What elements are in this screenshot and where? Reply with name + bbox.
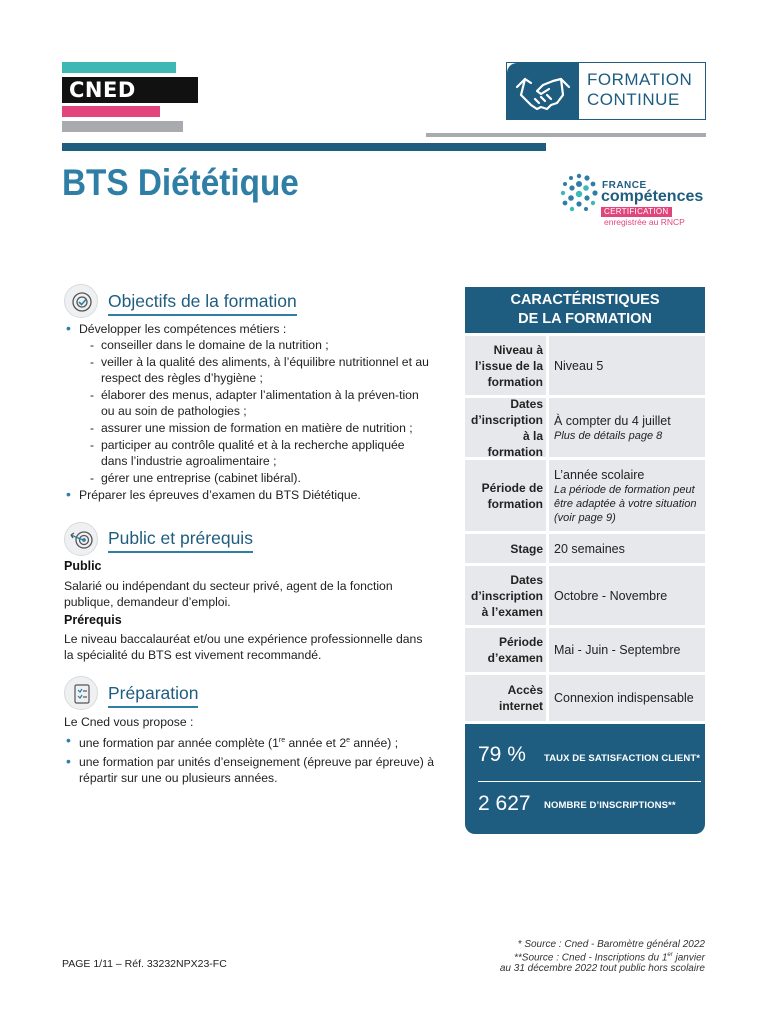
- header-grey-rule: [426, 133, 706, 137]
- char-row-periode-examen: [465, 628, 705, 672]
- char-label: Période d’examen: [487, 635, 543, 665]
- certif-france: FRANCE: [602, 180, 647, 191]
- formation-continue-badge: [506, 62, 706, 120]
- char-value: Connexion indispensable: [554, 691, 694, 705]
- inscriptions-label: NOMBRE D’INSCRIPTIONS**: [544, 800, 676, 811]
- objectifs-list: [64, 321, 434, 504]
- public-text: Salarié ou indépendant du secteur privé, agent de la fonction publique, demandeur d’emploi.: [64, 579, 393, 609]
- logo-bar-teal: [62, 62, 176, 73]
- footnote-2a: **Source : Cned - Inscriptions du 1: [513, 952, 668, 964]
- header-blue-rule: [62, 143, 546, 151]
- logo-bar-pink: [62, 106, 160, 117]
- characteristics-heading: [465, 287, 705, 333]
- char-value: Octobre - Novembre: [554, 588, 668, 603]
- public-label: Public: [64, 559, 102, 573]
- char-row-niveau: [465, 336, 705, 395]
- footnote: [500, 939, 705, 974]
- prep-item1-c: année) ;: [350, 736, 399, 751]
- checklist-icon: [64, 676, 98, 710]
- page-title: BTS Diététique: [62, 162, 299, 203]
- footnote-3: au 31 décembre 2022 tout public hors scolaire: [499, 963, 705, 975]
- target-check-icon: [64, 284, 98, 318]
- prereq-label: Prérequis: [64, 613, 122, 627]
- char-note: Plus de détails page 8: [554, 429, 663, 442]
- char-row-inscription: [465, 398, 705, 457]
- char-value: Niveau 5: [554, 358, 604, 373]
- prep-item1-sup1: re: [278, 737, 286, 744]
- char-row-stage: [465, 534, 705, 563]
- list-item: - participer au contrôle qualité et à la recherche appliquée dans l’industrie agroalimentaire ;: [79, 437, 434, 469]
- char-label: Dates d’inscription à la formation: [471, 396, 543, 459]
- certif-name: compétences: [601, 188, 704, 205]
- section-title-objectifs: Objectifs de la formation: [108, 291, 297, 316]
- france-competences-dots-icon: [559, 172, 599, 214]
- badge-line1: FORMATION: [587, 70, 693, 89]
- prep-item1-a: une formation par année complète (1: [79, 736, 279, 751]
- list-item: - veiller à la qualité des aliments, à l’équilibre nutritionnel et au respect des règles d’hygiène ;: [79, 354, 434, 386]
- char-heading-line2: DE LA FORMATION: [518, 311, 652, 327]
- stats-box: [465, 724, 705, 834]
- handshake-icon: [507, 63, 579, 119]
- footnote-2: [500, 950, 705, 963]
- logo-bar-grey: [62, 121, 183, 132]
- char-value: L’année scolaire: [554, 467, 645, 482]
- badge-line2: CONTINUE: [587, 90, 680, 109]
- page-reference: PAGE 1/11 – Réf. 33232NPX23-FC: [62, 958, 227, 970]
- cned-logo: CNED: [62, 77, 198, 103]
- prep-item1-sup2: e: [346, 737, 351, 744]
- section-title-preparation: Préparation: [108, 683, 198, 708]
- preparation-intro: Le Cned vous propose :: [64, 715, 194, 729]
- char-row-inscription-examen: [465, 566, 705, 625]
- preparation-list: [64, 733, 436, 787]
- certif-sub: enregistrée au RNCP: [604, 217, 685, 227]
- list-item: - élaborer des menus, adapter l’alimentation à la préven-tion ou au soin de pathologies ;: [79, 387, 434, 419]
- list-item: - gérer une entreprise (cabinet libéral).: [79, 470, 434, 486]
- char-row-periode: [465, 460, 705, 531]
- char-label: Période de formation: [481, 480, 543, 511]
- certif-tag: CERTIFICATION: [601, 207, 672, 217]
- satisfaction-value: 79 %: [478, 743, 526, 766]
- satisfaction-label: TAUX DE SATISFACTION CLIENT*: [544, 753, 701, 764]
- footnote-2-sup: er: [667, 952, 673, 958]
- char-heading-line1: CARACTÉRISTIQUES: [510, 292, 660, 308]
- list-item: [64, 733, 436, 751]
- char-note: La période de formation peut être adaptée à votre situation (voir page 9): [554, 483, 697, 524]
- char-label: Dates d’inscription à l’examen: [471, 572, 543, 619]
- char-label: Niveau à l’issue de la formation: [474, 342, 543, 389]
- target-arrow-icon: [64, 522, 98, 556]
- prereq-text: Le niveau baccalauréat et/ou une expérience professionnelle dans la spécialité du BTS est vivement recommandé.: [64, 632, 423, 662]
- footnote-1: * Source : Cned - Baromètre général 2022: [517, 939, 705, 950]
- char-label: Stage: [510, 541, 543, 556]
- list-item: - conseiller dans le domaine de la nutrition ;: [79, 337, 434, 353]
- prep-item1-b: année et 2: [285, 736, 347, 751]
- char-label: Accès internet: [498, 683, 543, 713]
- char-value: Mai - Juin - Septembre: [554, 643, 681, 657]
- formation-continue-label: [587, 70, 692, 110]
- section-title-public: Public et prérequis: [108, 528, 253, 553]
- list-item: [64, 321, 434, 486]
- char-value: À compter du 4 juillet: [554, 413, 671, 428]
- char-value: 20 semaines: [554, 541, 625, 556]
- char-row-internet: [465, 675, 705, 721]
- list-item: • une formation par unités d’enseignement (épreuve par épreuve) à répartir sur une ou plusieurs années.: [64, 754, 436, 786]
- footnote-2b: janvier: [672, 952, 705, 964]
- inscriptions-value: 2 627: [478, 792, 531, 815]
- stats-divider: [478, 781, 701, 782]
- list-item: • Préparer les épreuves d’examen du BTS Diététique.: [64, 487, 434, 503]
- list-item: - assurer une mission de formation en matière de nutrition ;: [79, 420, 434, 436]
- objectif-bullet-1: Développer les compétences métiers :: [79, 322, 287, 336]
